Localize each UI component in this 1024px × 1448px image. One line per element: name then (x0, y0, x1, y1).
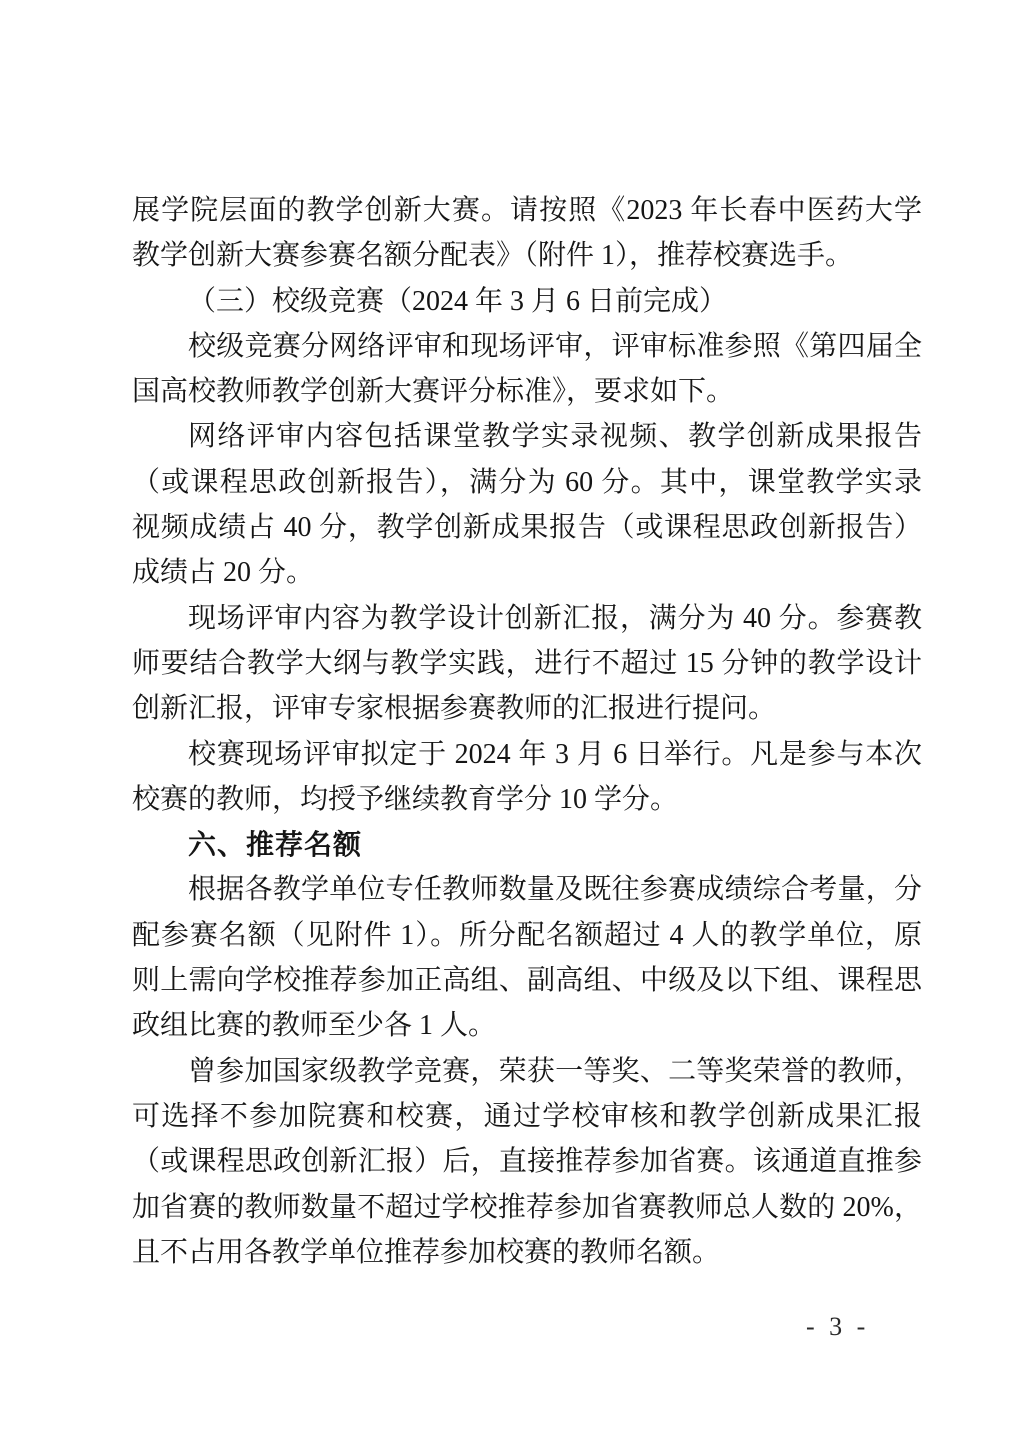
text-line: 创新汇报，评审专家根据参赛教师的汇报进行提问。 (132, 693, 777, 725)
text-line: 成绩占 20 分。 (132, 557, 315, 589)
paragraph (132, 867, 922, 1048)
text-line: 视频成绩占 40 分，教学创新成果报告（或课程思政创新报告） (132, 512, 922, 544)
text-line: 网络评审内容包括课堂教学实录视频、教学创新成果报告 (188, 421, 922, 453)
text-line: 师要结合教学大纲与教学实践，进行不超过 15 分钟的教学设计 (132, 647, 922, 679)
sub-heading (132, 279, 922, 324)
text-line: 校赛的教师，均授予继续教育学分 10 学分。 (132, 783, 679, 815)
text-line: 教学创新大赛参赛名额分配表》（附件 1），推荐校赛选手。 (132, 240, 854, 272)
text-line: 可选择不参加院赛和校赛，通过学校审核和教学创新成果汇报 (132, 1100, 922, 1132)
text-line: 校级竞赛分网络评审和现场评审，评审标准参照《第四届全 (188, 330, 922, 362)
paragraph (132, 188, 922, 279)
text-line: 加省赛的教师数量不超过学校推荐参加省赛教师总人数的 20%， (132, 1191, 922, 1223)
text-line: 则上需向学校推荐参加正高组、副高组、中级及以下组、课程思 (132, 965, 922, 997)
text-line: 展学院层面的教学创新大赛。请按照《2023 年长春中医药大学 (132, 195, 922, 226)
section-heading (132, 822, 922, 867)
text-line: 国高校教师教学创新大赛评分标准》，要求如下。 (132, 376, 735, 408)
text-line: （三）校级竞赛（2024 年 3 月 6 日前完成） (188, 285, 728, 317)
text-line: （或课程思政创新汇报）后，直接推荐参加省赛。该通道直推参 (132, 1146, 922, 1178)
document-body (132, 188, 922, 1275)
text-line: 现场评审内容为教学设计创新汇报，满分为 40 分。参赛教 (188, 602, 922, 634)
text-line: 六、推荐名额 (188, 828, 363, 862)
text-line: 且不占用各教学单位推荐参加校赛的教师名额。 (132, 1236, 721, 1268)
paragraph (132, 414, 922, 595)
text-line: 根据各教学单位专任教师数量及既往参赛成绩综合考量，分 (188, 874, 922, 906)
text-line: （或课程思政创新报告），满分为 60 分。其中，课堂教学实录 (132, 466, 922, 498)
paragraph (132, 324, 922, 415)
paragraph (132, 1049, 922, 1275)
text-line: 曾参加国家级教学竞赛，荣获一等奖、二等奖荣誉的教师， (188, 1055, 922, 1087)
paragraph (132, 596, 922, 732)
page-number: - 3 - (806, 1312, 870, 1341)
text-line: 政组比赛的教师至少各 1 人。 (132, 1010, 497, 1042)
paragraph (132, 732, 922, 823)
text-line: 配参赛名额（见附件 1）。所分配名额超过 4 人的教学单位，原 (132, 919, 922, 951)
text-line: 校赛现场评审拟定于 2024 年 3 月 6 日举行。凡是参与本次 (188, 738, 922, 770)
